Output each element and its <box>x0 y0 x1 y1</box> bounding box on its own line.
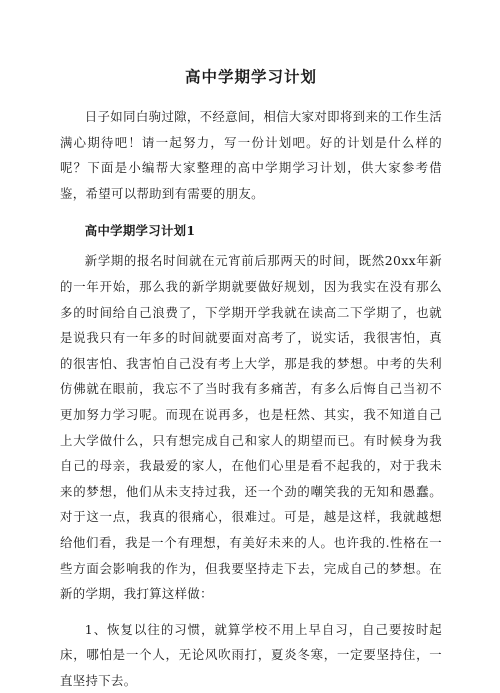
body-paragraph: 新学期的报名时间就在元宵前后那两天的时间，既然20xx年新的一年开始，那么我的新学期就要做好规划，因为我实在没有那么多的时间给自己浪费了，下学期开学我就在读高二下学期了，也就是说我只有一年多的时间就要面对高考了，说实话，我很害怕，真的很害怕、我害怕自己没有考上大学，那是我的梦想。中考的失利仿佛就在眼前，我忘不了当时我有多痛苦，有多么后悔自己当初不更加努力学习呢。而现在说再多，也是枉然、其实，我不知道自己上大学做什么，只有想完成自己和家人的期望而已。有时候身为我自己的母亲，我最爱的家人，在他们心里是看不起我的，对于我未来的梦想，他们从未支持过我，还一个劲的嘲笑我的无知和愚蠢。对于这一点，我真的很痛心，很难过。可是，越是这样，我就越想给他们看，我是一个有理想，有美好未来的人。也许我的.性格在一些方面会影响我的作为，但我要坚持走下去，完成自己的梦想。在新的学期，我打算这样做： <box>60 253 442 602</box>
page-title: 高中学期学习计划 <box>184 68 317 86</box>
list-item: 1、恢复以往的习惯，就算学校不用上早自习，自己要按时起床，哪怕是一个人，无论风吹雨打，夏炎冬寒，一定要坚持住，一直坚持下去。 <box>60 621 442 688</box>
intro-paragraph: 日子如同白驹过隙，不经意间，相信大家对即将到来的工作生活满心期待吧！请一起努力，写一份计划吧。好的计划是什么样的呢？下面是小编帮大家整理的高中学期学习计划，供大家参考借鉴，希望可以帮助到有需要的朋友。 <box>60 109 442 201</box>
section-heading: 高中学期学习计划1 <box>84 223 196 239</box>
